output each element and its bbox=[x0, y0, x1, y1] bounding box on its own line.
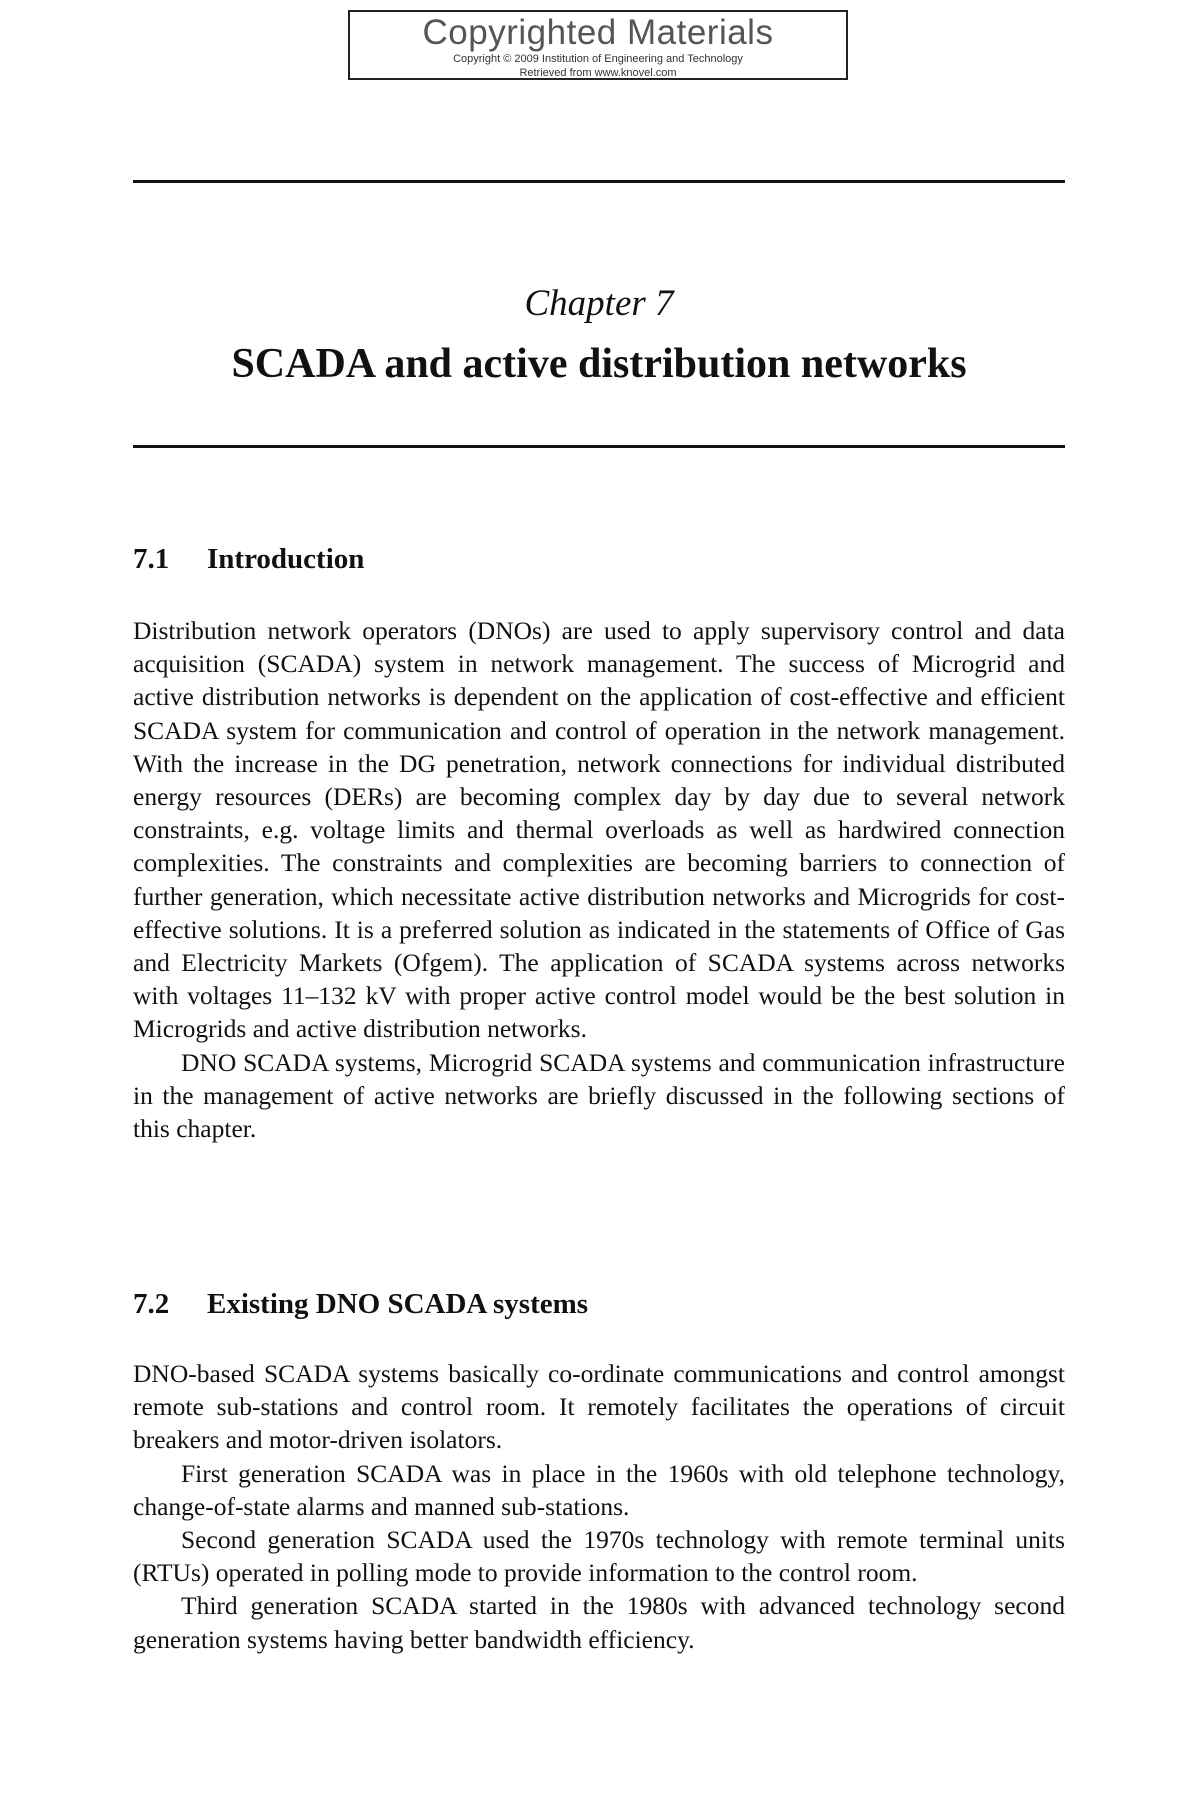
stamp-copyright-line: Copyright © 2009 Institution of Engineering and Technology bbox=[453, 53, 743, 65]
section-body-introduction bbox=[133, 614, 1065, 1145]
paragraph: DNO SCADA systems, Microgrid SCADA systems and communication infrastructure in the management of active networks are briefly discussed in the following sections of this chapter. bbox=[133, 1047, 1065, 1144]
section-number: 7.2 bbox=[133, 1288, 170, 1320]
copyright-stamp bbox=[348, 10, 848, 80]
paragraph: Third generation SCADA started in the 1980s with advanced technology second generation systems having better bandwidth efficiency. bbox=[133, 1591, 1065, 1654]
paragraph: First generation SCADA was in place in the 1960s with old telephone technology, change-of-state alarms and manned sub-stations. bbox=[133, 1458, 1065, 1521]
stamp-title: Copyrighted Materials bbox=[422, 13, 774, 52]
paragraph: DNO-based SCADA systems basically co-ordinate communications and control amongst remote sub-stations and control room. It remotely facilitates the operations of circuit breakers and motor-driven isolators. bbox=[133, 1359, 1065, 1455]
chapter-bottom-rule bbox=[133, 445, 1065, 448]
chapter-label: Chapter 7 bbox=[524, 283, 674, 324]
section-number: 7.1 bbox=[133, 543, 170, 575]
stamp-source-line: Retrieved from www.knovel.com bbox=[519, 67, 677, 79]
chapter-title: SCADA and active distribution networks bbox=[231, 341, 967, 387]
paragraph: Second generation SCADA used the 1970s technology with remote terminal units (RTUs) operated in polling mode to provide information to the control room. bbox=[133, 1525, 1065, 1588]
paragraph: Distribution network operators (DNOs) are used to apply supervisory control and data acquisition (SCADA) system in network management. The success of Microgrid and active distribution networks is dependent on the application of cost-effective and efficient SCADA system for communication and control of operation in the network management. With the increase in the DG penetration, network connections for individual distributed energy resources (DERs) are becoming complex day by day due to several network constraints, e.g. voltage limits and thermal overloads as well as hardwired connection complexities. The constraints and complexities are becoming barriers to connection of further generation, which necessitate active distribution networks and Microgrids for cost-effective solutions. It is a preferred solution as indicated in the statements of Office of Gas and Electricity Markets (Ofgem). The application of SCADA systems across networks with voltages 11–132 kV with proper active control model would be the best solution in Microgrids and active distribution networks. bbox=[133, 616, 1065, 1044]
section-title: Existing DNO SCADA systems bbox=[207, 1288, 589, 1320]
section-heading-existing-dno-scada bbox=[133, 1286, 1065, 1322]
section-heading-introduction bbox=[133, 541, 1065, 577]
chapter-top-rule bbox=[133, 180, 1065, 183]
section-body-existing-dno-scada bbox=[133, 1357, 1065, 1656]
section-title: Introduction bbox=[207, 543, 365, 575]
